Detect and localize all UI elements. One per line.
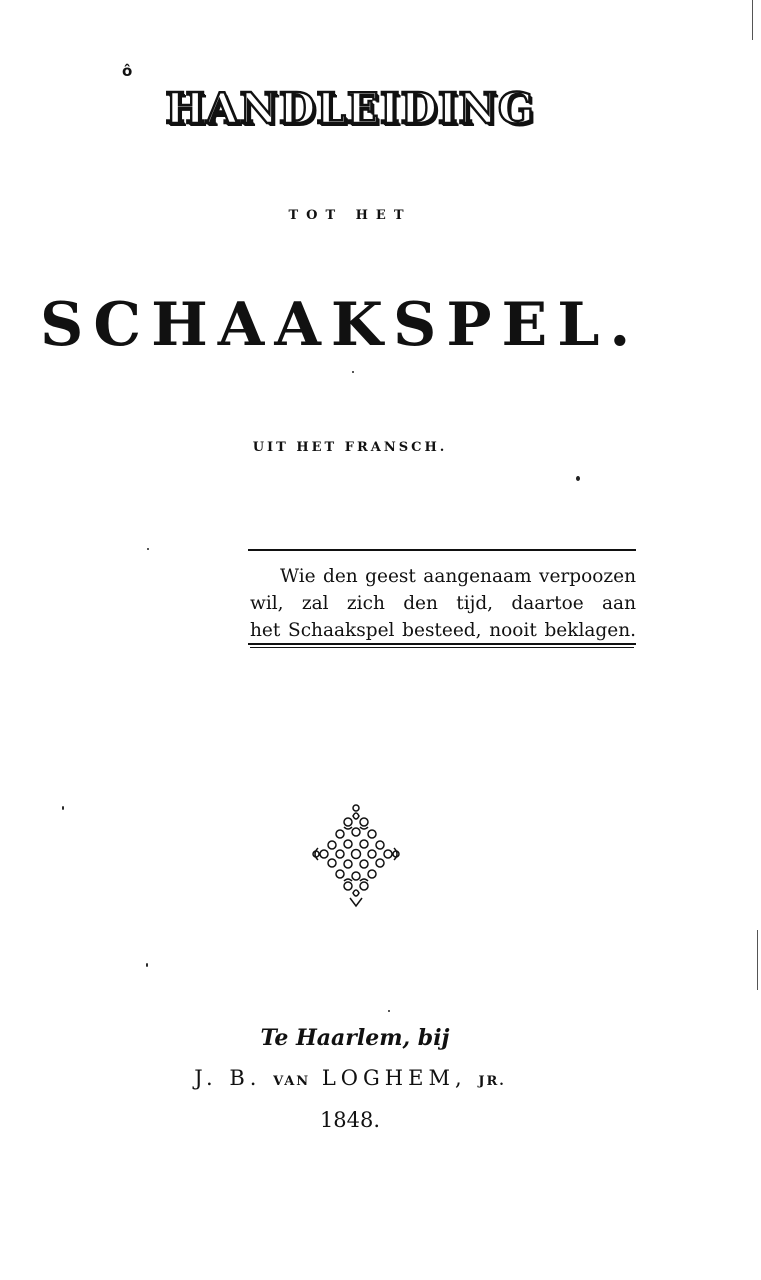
title-connector: TOT HET [288,208,412,223]
scan-speck [146,963,148,967]
epigraph-line: wil, zal zich den tijd, daartoe aan [250,593,636,614]
scan-speck [147,548,149,550]
publisher-suffix: JR. [478,1074,506,1089]
scan-edge-mark [757,930,758,990]
book-title: HANDLEIDING [165,84,535,133]
epigraph-line: het Schaakspel besteed, nooit beklagen. [250,620,636,641]
marginalia-mark: ô [122,62,133,80]
epigraph-line: Wie den geest aangenaam verpoozen [280,566,636,587]
publisher-name: LOGHEM, [321,1066,467,1090]
imprint-year: 1848. [319,1108,381,1132]
scan-speck [388,1010,390,1012]
imprint-place: Te Haarlem, bij [260,1025,450,1051]
printers-fleuron-icon [303,798,409,908]
imprint-publisher [0,1066,700,1090]
epigraph-bottom-rule [248,643,636,645]
scan-speck [62,806,64,810]
scan-speck [576,476,580,481]
translation-source: UIT HET FRANSCH. [252,440,448,455]
scan-edge-mark [752,0,753,40]
scan-speck [352,371,354,373]
publisher-initials: J. B. [194,1066,262,1090]
epigraph-top-rule [248,549,636,551]
epigraph-bottom-rule-thin [250,647,634,648]
epigraph [250,563,636,644]
publisher-particle: VAN [273,1074,311,1089]
book-subject: SCHAAKSPEL. [40,290,641,360]
